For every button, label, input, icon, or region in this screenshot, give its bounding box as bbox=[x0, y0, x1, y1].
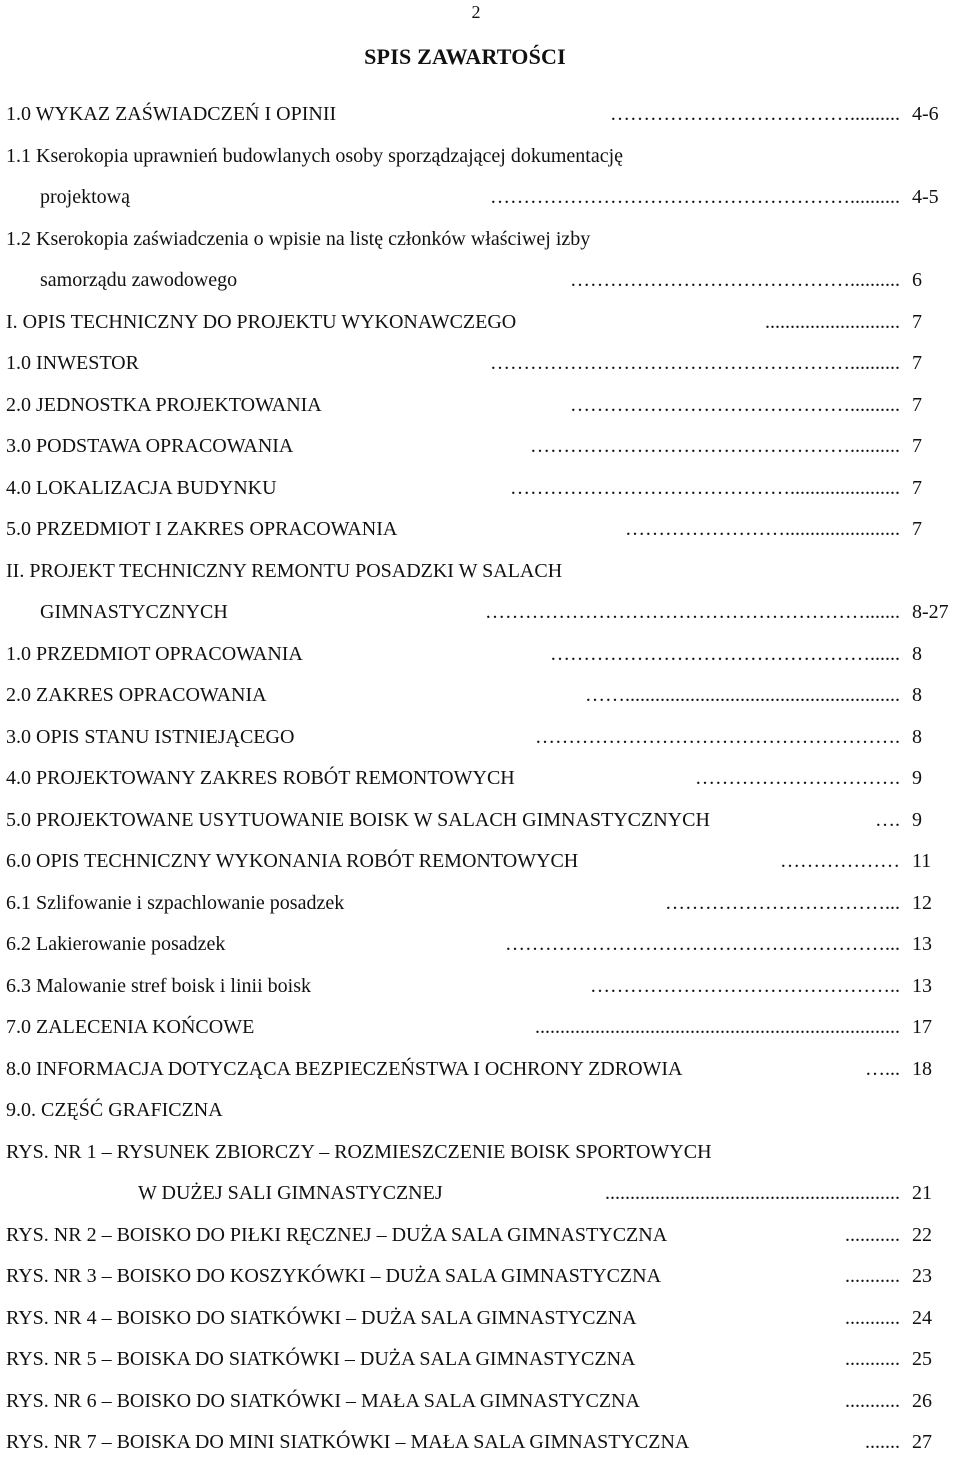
toc-entry-page: 9 bbox=[912, 767, 922, 789]
toc-entry-page: 11 bbox=[912, 850, 932, 872]
toc-entry-page: 12 bbox=[912, 891, 932, 914]
toc-entry bbox=[6, 758, 940, 800]
toc-entry bbox=[6, 177, 940, 219]
toc-entry-page: 18 bbox=[912, 1057, 932, 1080]
toc-entry-page: 13 bbox=[912, 974, 932, 997]
toc-entry-leader: …………………………………………………... bbox=[505, 933, 900, 955]
toc-entry-leader: ……………………………... bbox=[665, 891, 900, 914]
toc-entry-page: 8 bbox=[912, 684, 922, 706]
toc-entry-leader: ....... bbox=[865, 1431, 900, 1453]
toc-entry bbox=[6, 1339, 940, 1381]
toc-entry-label: projektową bbox=[40, 186, 130, 208]
toc-entry bbox=[6, 1173, 940, 1215]
toc-entry bbox=[6, 302, 940, 344]
toc-entry-page: 8-27 bbox=[912, 601, 949, 623]
toc-entry bbox=[6, 800, 940, 842]
toc-entry-page: 6 bbox=[912, 269, 922, 291]
toc-entry-leader: ……………………....................... bbox=[625, 518, 900, 540]
toc-entry-label: samorządu zawodowego bbox=[40, 269, 238, 291]
toc-entry-leader: ……....................................................... bbox=[585, 684, 900, 706]
toc-entry bbox=[6, 717, 940, 759]
toc-entry-label: W DUŻEJ SALI GIMNASTYCZNEJ bbox=[138, 1182, 443, 1204]
toc-entry bbox=[6, 675, 940, 717]
toc-entry bbox=[6, 94, 940, 136]
toc-entry bbox=[6, 883, 940, 925]
toc-entry-label: 6.2 Lakierowanie posadzek bbox=[6, 933, 226, 955]
toc-entry-leader: ……………………………….......... bbox=[610, 103, 900, 125]
toc-entry bbox=[6, 343, 940, 385]
toc-entry bbox=[6, 592, 949, 634]
toc-entry-label: 4.0 LOKALIZACJA BUDYNKU bbox=[6, 476, 277, 499]
toc-entry-leader: ........... bbox=[845, 1306, 900, 1329]
toc-entry-page: 13 bbox=[912, 933, 932, 955]
toc-entry-leader: ………………………………………………. bbox=[535, 725, 900, 748]
toc-entry-label: 2.0 ZAKRES OPRACOWANIA bbox=[6, 684, 267, 706]
toc-entry-label: 7.0 ZALECENIA KOŃCOWE bbox=[6, 1016, 255, 1038]
toc-entry-label: RYS. NR 3 – BOISKO DO KOSZYKÓWKI – DUŻA SALA GIMNASTYCZNA bbox=[6, 1265, 662, 1287]
toc-entry bbox=[6, 1298, 940, 1340]
toc-entry-label: 9.0. CZĘŚĆ GRAFICZNA bbox=[6, 1099, 223, 1121]
toc-entry-page: 21 bbox=[912, 1182, 932, 1204]
toc-entry bbox=[6, 509, 940, 551]
toc-entry-page: 23 bbox=[912, 1265, 932, 1287]
toc-title: SPIS ZAWARTOŚCI bbox=[364, 44, 566, 69]
toc-entry-label: RYS. NR 4 – BOISKO DO SIATKÓWKI – DUŻA SALA GIMNASTYCZNA bbox=[6, 1306, 637, 1329]
toc-entry-label: 1.0 INWESTOR bbox=[6, 352, 139, 374]
toc-entry-leader: …. bbox=[875, 808, 900, 831]
toc-entry-page: 27 bbox=[912, 1431, 932, 1453]
toc-entry bbox=[6, 634, 940, 676]
toc-entry-leader: ………………………………………….......... bbox=[530, 435, 900, 457]
toc-entry-leader: ........... bbox=[845, 1223, 900, 1246]
toc-entry bbox=[6, 1007, 940, 1049]
toc-entry-label: 5.0 PRZEDMIOT I ZAKRES OPRACOWANIA bbox=[6, 518, 398, 540]
toc-entry-page: 26 bbox=[912, 1389, 932, 1412]
toc-entry-page: 17 bbox=[912, 1016, 932, 1038]
toc-entry bbox=[6, 219, 940, 261]
toc-entry bbox=[6, 1256, 940, 1298]
table-of-contents bbox=[6, 94, 949, 1464]
toc-entry-leader: ........................................................... bbox=[605, 1182, 900, 1204]
toc-entry-page: 9 bbox=[912, 808, 922, 831]
toc-entry-label: 6.1 Szlifowanie i szpachlowanie posadzek bbox=[6, 891, 345, 914]
toc-entry-leader: ........................... bbox=[765, 310, 900, 333]
toc-entry-page: 7 bbox=[912, 310, 922, 333]
toc-entry-page: 7 bbox=[912, 518, 922, 540]
toc-entry-leader: ……………………………………………….......... bbox=[490, 352, 900, 374]
toc-entry-label: 1.1 Kserokopia uprawnień budowlanych osoby sporządzającej dokumentację bbox=[6, 144, 624, 167]
toc-entry-page: 7 bbox=[912, 393, 922, 416]
toc-entry bbox=[6, 136, 940, 178]
toc-entry-page: 22 bbox=[912, 1223, 932, 1246]
toc-entry-label: RYS. NR 7 – BOISKA DO MINI SIATKÓWKI – MAŁA SALA GIMNASTYCZNA bbox=[6, 1431, 690, 1453]
toc-entry bbox=[6, 841, 940, 883]
toc-entry bbox=[6, 966, 940, 1008]
toc-entry-label: 2.0 JEDNOSTKA PROJEKTOWANIA bbox=[6, 393, 322, 416]
toc-entry-label: 1.0 WYKAZ ZAŚWIADCZEŃ I OPINII bbox=[6, 103, 337, 125]
toc-entry bbox=[6, 1215, 940, 1257]
toc-entry-leader: ……………… bbox=[780, 850, 900, 872]
toc-entry-page: 8 bbox=[912, 642, 922, 665]
toc-entry-label: RYS. NR 1 – RYSUNEK ZBIORCZY – ROZMIESZCZENIE BOISK SPORTOWYCH bbox=[6, 1140, 712, 1163]
toc-entry-leader: ........... bbox=[845, 1389, 900, 1412]
toc-entry-label: I. OPIS TECHNICZNY DO PROJEKTU WYKONAWCZEGO bbox=[6, 310, 517, 333]
toc-entry-page: 7 bbox=[912, 352, 922, 374]
toc-entry bbox=[6, 924, 940, 966]
toc-entry-page: 7 bbox=[912, 435, 922, 457]
toc-entry-leader: …... bbox=[865, 1057, 900, 1080]
toc-entry bbox=[6, 426, 940, 468]
toc-entry-label: 8.0 INFORMACJA DOTYCZĄCA BEZPIECZEŃSTWA I OCHRONY ZDROWIA bbox=[6, 1057, 683, 1080]
toc-entry-leader: …………………………………….......... bbox=[570, 269, 900, 291]
toc-entry-label: RYS. NR 6 – BOISKO DO SIATKÓWKI – MAŁA SALA GIMNASTYCZNA bbox=[6, 1389, 640, 1412]
toc-entry-label: 1.2 Kserokopia zaświadczenia o wpisie na listę członków właściwej izby bbox=[6, 227, 591, 250]
toc-entry bbox=[6, 1132, 940, 1174]
toc-entry-label: 1.0 PRZEDMIOT OPRACOWANIA bbox=[6, 642, 303, 665]
toc-entry bbox=[6, 1090, 940, 1132]
toc-entry-leader: ......................................................................... bbox=[535, 1016, 900, 1038]
toc-entry-leader: …………………………………………...... bbox=[550, 642, 900, 665]
toc-entry-page: 25 bbox=[912, 1348, 932, 1370]
toc-entry-page: 8 bbox=[912, 725, 922, 748]
toc-entry-page: 24 bbox=[912, 1306, 932, 1329]
toc-entry-label: 5.0 PROJEKTOWANE USYTUOWANIE BOISK W SALACH GIMNASTYCZNYCH bbox=[6, 808, 710, 831]
toc-entry-leader: ……………………………………………….......... bbox=[490, 186, 900, 208]
toc-entry-leader: …………………………………………………....... bbox=[485, 601, 900, 623]
toc-entry bbox=[6, 468, 940, 510]
toc-entry-label: 3.0 PODSTAWA OPRACOWANIA bbox=[6, 435, 294, 457]
toc-entry-label: 3.0 OPIS STANU ISTNIEJĄCEGO bbox=[6, 725, 295, 748]
toc-entry bbox=[6, 1049, 940, 1091]
toc-entry bbox=[6, 1381, 940, 1423]
toc-entry-leader: ……………………………………….. bbox=[590, 974, 900, 997]
page-number: 2 bbox=[471, 2, 481, 22]
toc-entry-label: RYS. NR 5 – BOISKA DO SIATKÓWKI – DUŻA SALA GIMNASTYCZNA bbox=[6, 1348, 636, 1370]
toc-entry-page: 4-5 bbox=[912, 186, 939, 208]
toc-entry-leader: …………………………………….......... bbox=[570, 393, 900, 416]
toc-entry-label: II. PROJEKT TECHNICZNY REMONTU POSADZKI W SALACH bbox=[6, 559, 563, 582]
toc-entry bbox=[6, 551, 940, 593]
toc-entry-leader: …………………………. bbox=[695, 767, 900, 789]
toc-entry bbox=[6, 260, 940, 302]
toc-entry bbox=[6, 1422, 940, 1464]
toc-entry-label: 4.0 PROJEKTOWANY ZAKRES ROBÓT REMONTOWYCH bbox=[6, 767, 515, 789]
toc-entry bbox=[6, 385, 940, 427]
toc-entry-label: 6.0 OPIS TECHNICZNY WYKONANIA ROBÓT REMONTOWYCH bbox=[6, 850, 579, 872]
toc-entry-leader: ........... bbox=[845, 1265, 900, 1287]
toc-entry-label: GIMNASTYCZNYCH bbox=[40, 601, 228, 623]
toc-entry-leader: ........... bbox=[845, 1348, 900, 1370]
toc-entry-label: RYS. NR 2 – BOISKO DO PIŁKI RĘCZNEJ – DUŻA SALA GIMNASTYCZNA bbox=[6, 1223, 668, 1246]
toc-entry-leader: ……………………………………...................... bbox=[510, 476, 900, 499]
toc-entry-page: 7 bbox=[912, 476, 922, 499]
toc-entry-page: 4-6 bbox=[912, 103, 939, 125]
toc-entry-label: 6.3 Malowanie stref boisk i linii boisk bbox=[6, 974, 311, 997]
